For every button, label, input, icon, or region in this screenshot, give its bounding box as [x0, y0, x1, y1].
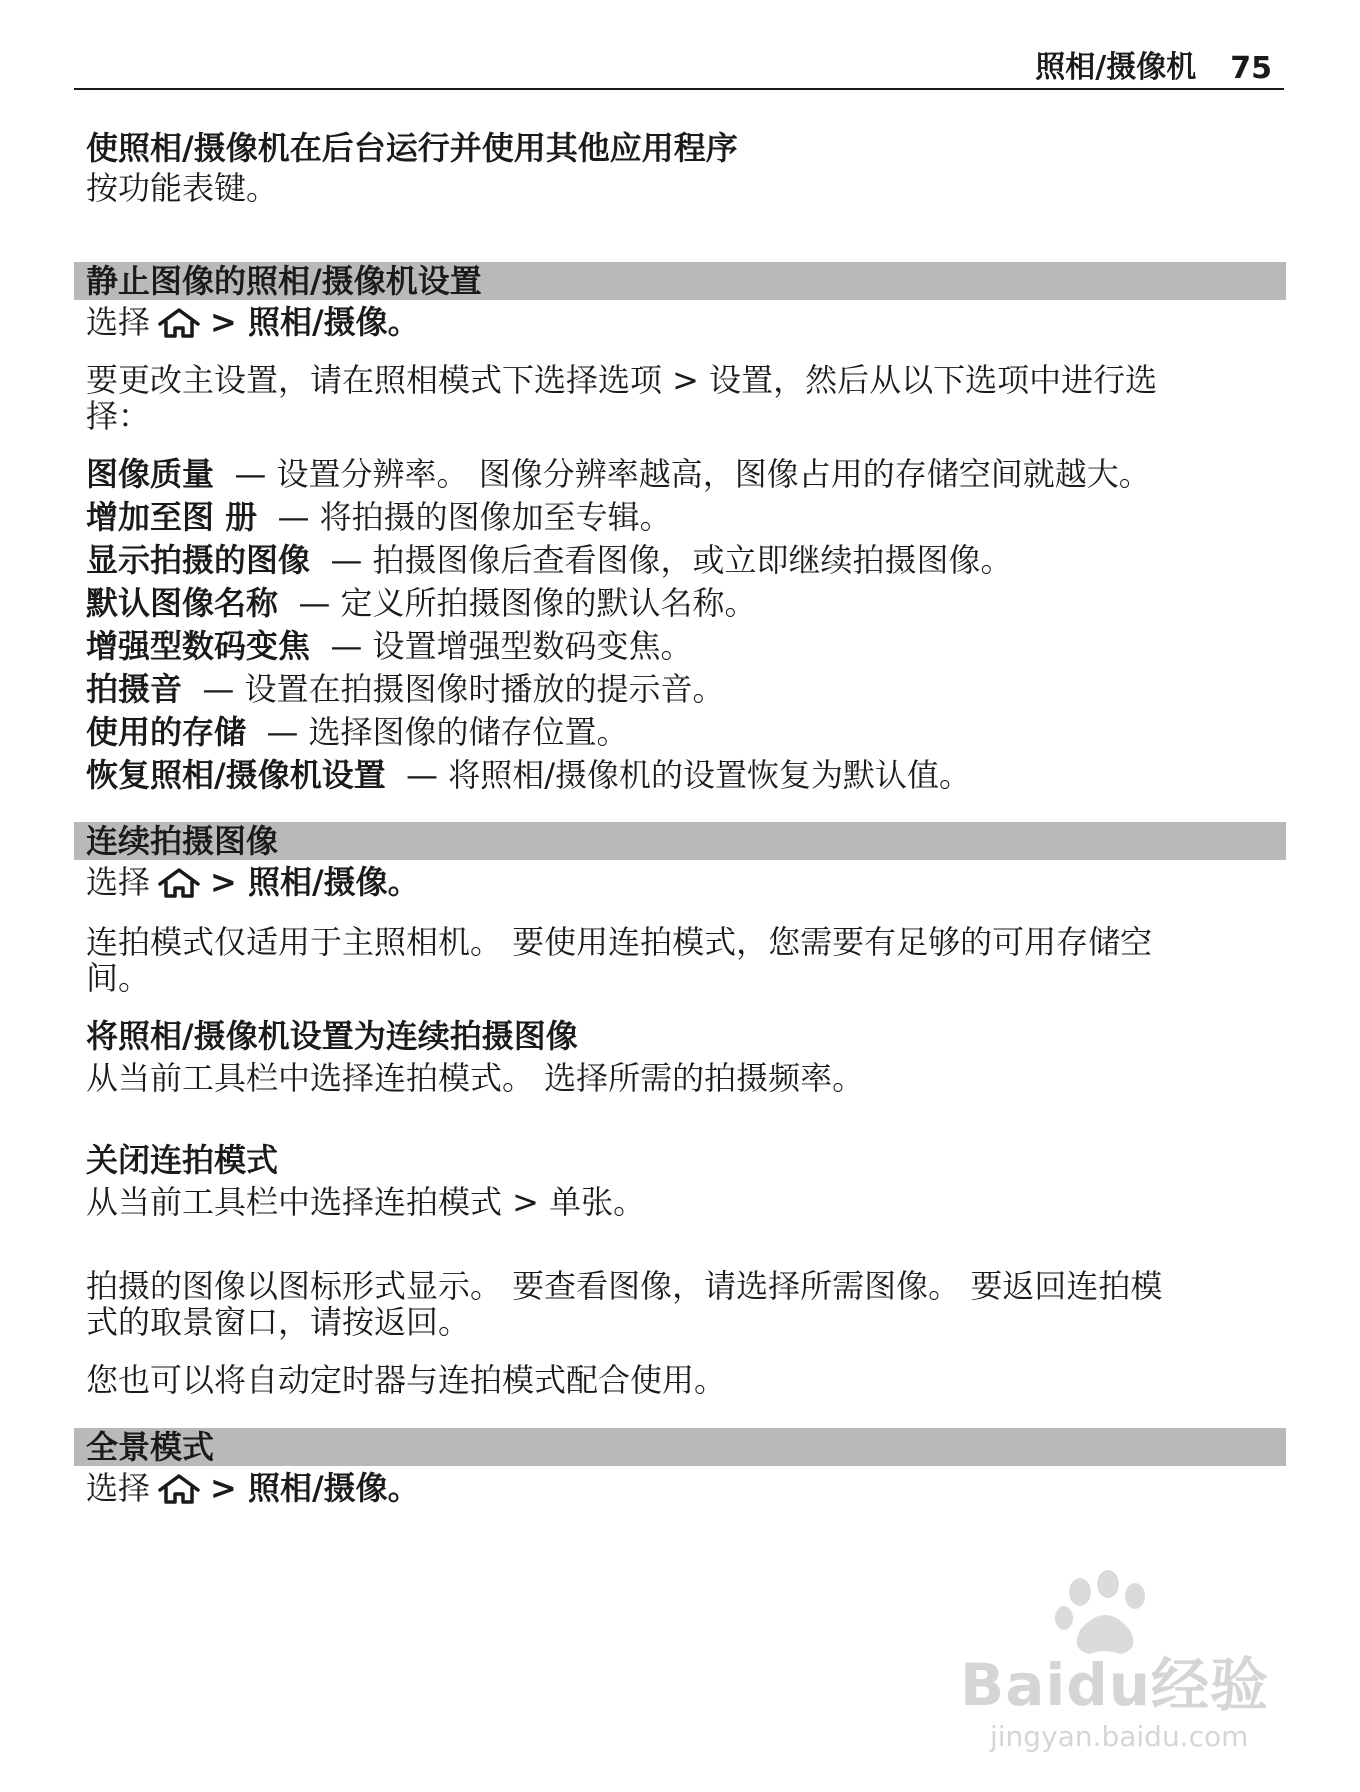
paragraph: 从当前工具栏中选择连拍模式。 选择所需的拍摄频率。 [86, 1059, 865, 1097]
paragraph: 择： [86, 397, 151, 435]
definition-term: 恢复照相/摄像机设置 [86, 756, 386, 794]
watermark-logo: Baidu经验 [960, 1651, 1270, 1719]
definition-term: 图像质量 [86, 455, 215, 493]
subsection-heading: 关闭连拍模式 [86, 1141, 279, 1179]
section-bar: 静止图像的照相/摄像机设置 [74, 262, 1286, 300]
definition-term: 默认图像名称 [86, 584, 279, 622]
page-header [74, 48, 1284, 90]
definition-term: 增加至图 册 [86, 498, 258, 536]
select-path: > 照相/摄像。 [210, 863, 420, 901]
definition-item [86, 497, 672, 537]
definition-item [86, 626, 693, 666]
definition-item [86, 669, 725, 709]
subsection-heading: 将照相/摄像机设置为连续拍摄图像 [86, 1017, 578, 1055]
baidu-watermark [950, 1570, 1280, 1770]
definition-desc: — 将照相/摄像机的设置恢复为默认值。 [406, 756, 972, 794]
home-icon [156, 307, 202, 339]
definition-item [86, 454, 1151, 494]
section-heading: 使照相/摄像机在后台运行并使用其他应用程序 [86, 129, 738, 167]
paragraph: 要更改主设置，请在照相模式下选择选项 > 设置，然后从以下选项中进行选 [86, 361, 1158, 399]
definition-desc: — 设置在拍摄图像时播放的提示音。 [202, 670, 725, 708]
definition-item [86, 583, 757, 623]
select-line [86, 862, 420, 902]
definition-term: 增强型数码变焦 [86, 627, 311, 665]
definition-item [86, 712, 629, 752]
paragraph: 您也可以将自动定时器与连拍模式配合使用。 [86, 1361, 727, 1399]
select-path: > 照相/摄像。 [210, 1469, 420, 1507]
select-prefix: 选择 [86, 863, 151, 901]
definition-desc: — 将拍摄的图像加至专辑。 [277, 498, 672, 536]
paragraph: 连拍模式仅适用于主照相机。 要使用连拍模式，您需要有足够的可用存储空 [86, 923, 1153, 961]
definition-item [86, 540, 1013, 580]
paragraph: 按功能表键。 [86, 169, 279, 207]
definition-term: 使用的存储 [86, 713, 247, 751]
home-icon [156, 867, 202, 899]
select-prefix: 选择 [86, 1469, 151, 1507]
home-icon [156, 1473, 202, 1505]
watermark-url: jingyan.baidu.com [990, 1720, 1249, 1753]
paragraph: 拍摄的图像以图标形式显示。 要查看图像，请选择所需图像。 要返回连拍模 [86, 1267, 1163, 1305]
definition-desc: — 设置分辨率。 图像分辨率越高，图像占用的存储空间就越大。 [234, 455, 1151, 493]
paw-icon [1050, 1570, 1160, 1660]
paragraph: 式的取景窗口，请按返回。 [86, 1303, 471, 1341]
paragraph: 从当前工具栏中选择连拍模式 > 单张。 [86, 1183, 646, 1221]
definition-term: 拍摄音 [86, 670, 183, 708]
definition-desc: — 定义所拍摄图像的默认名称。 [298, 584, 757, 622]
page-number: 75 [1230, 51, 1272, 86]
paragraph: 间。 [86, 959, 151, 997]
definition-desc: — 设置增强型数码变焦。 [330, 627, 693, 665]
header-title: 照相/摄像机 [1035, 50, 1197, 85]
definition-desc: — 拍摄图像后查看图像，或立即继续拍摄图像。 [330, 541, 1013, 579]
section-bar: 全景模式 [74, 1428, 1286, 1466]
definition-item [86, 755, 971, 795]
select-line [86, 1468, 420, 1508]
definition-desc: — 选择图像的储存位置。 [266, 713, 629, 751]
select-line [86, 302, 420, 342]
select-path: > 照相/摄像。 [210, 303, 420, 341]
select-prefix: 选择 [86, 303, 151, 341]
section-bar: 连续拍摄图像 [74, 822, 1286, 860]
definition-term: 显示拍摄的图像 [86, 541, 311, 579]
